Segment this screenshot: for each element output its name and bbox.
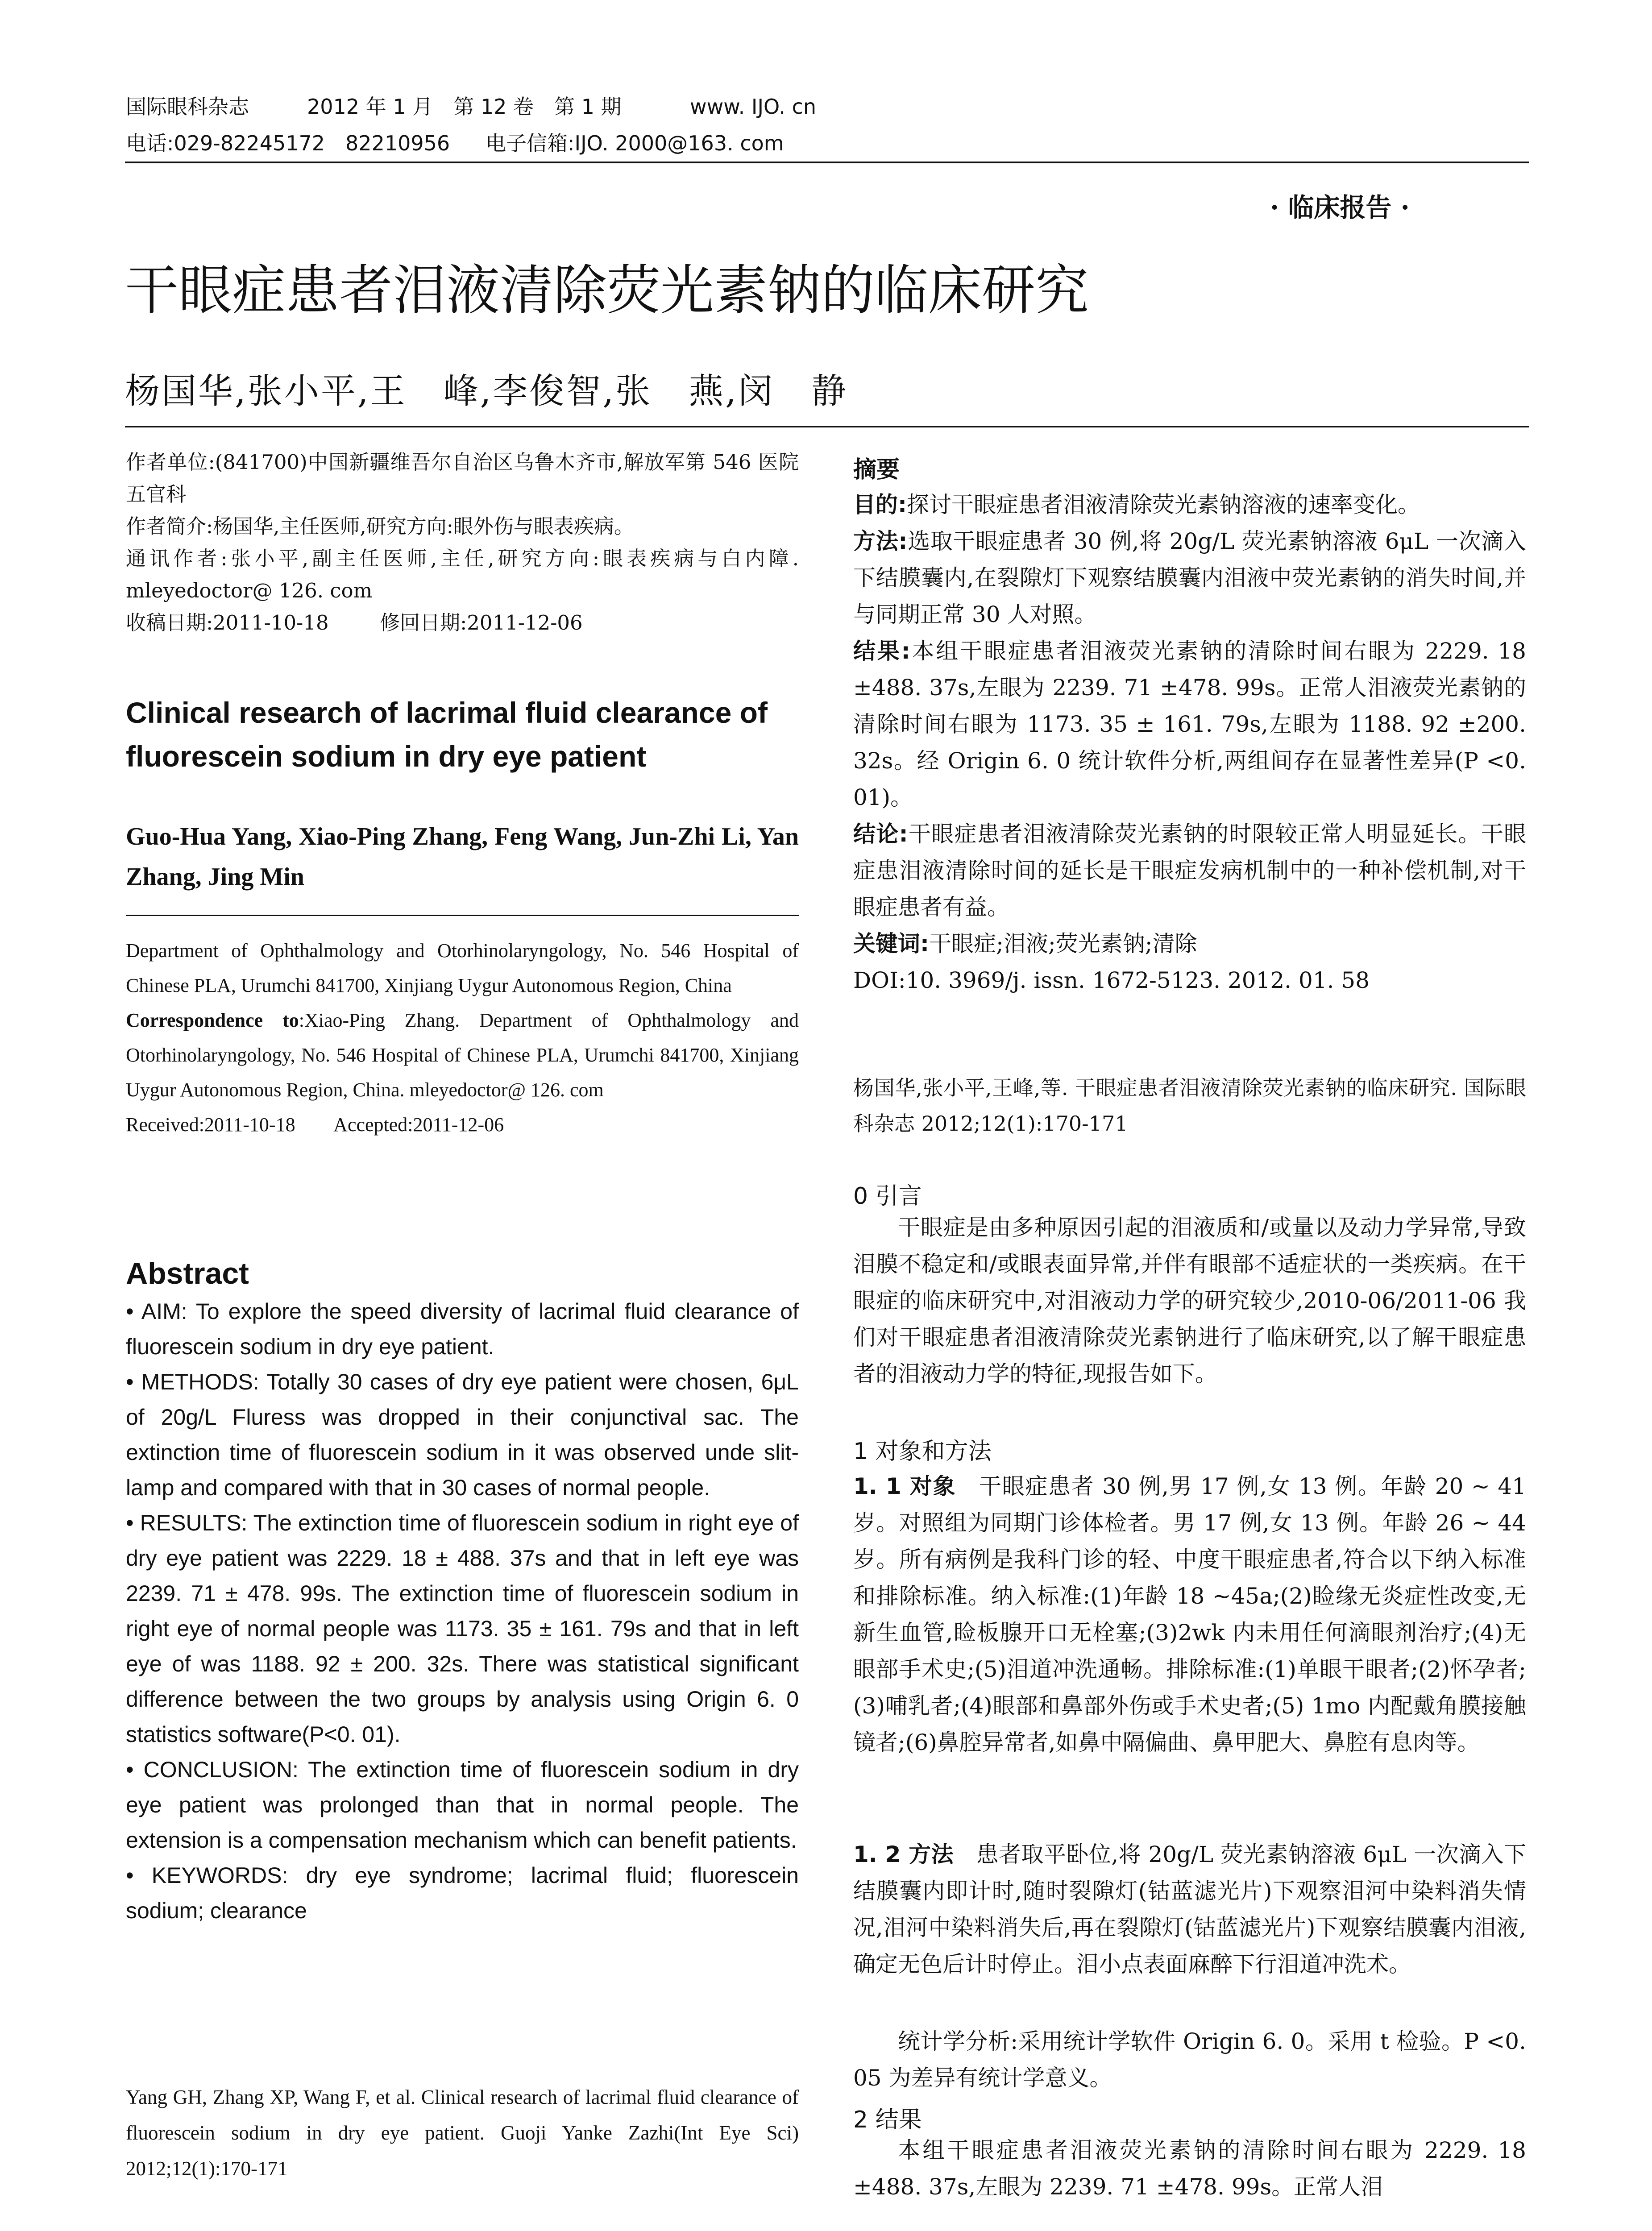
abstract-methods-cn — [853, 523, 1526, 633]
section-1-1 — [853, 1468, 1526, 1761]
received-date-en: Received:2011-10-18 — [126, 1114, 295, 1136]
journal-name: 国际眼科杂志 — [126, 95, 249, 119]
author-unit: 作者单位:(841700)中国新疆维吾尔自治区乌鲁木齐市,解放军第 546 医院五官科 — [126, 450, 799, 506]
abstract-methods-en: • METHODS: Totally 30 cases of dry eye patient were chosen, 6μL of 20g/L Fluress was dropped in their conjunctival sac. The extinction time of fluorescein sodium in it was observed unde slit-lamp and compared with that in 30 cases of normal people. — [126, 1369, 799, 1500]
section-1-2-text: 患者取平卧位,将 20g/L 荧光素钠溶液 6μL 一次滴入下结膜囊内即计时,随时裂隙灯(钴蓝滤光片)下观察泪河中染料消失情况,泪河中染料消失后,再在裂隙灯(钴蓝滤光片)下观察结膜囊内泪液,确定无色后计时停止。泪小点表面麻醉下行泪道冲洗术。 — [853, 1841, 1527, 1977]
affiliation-en: Department of Ophthalmology and Otorhinolaryngology, No. 546 Hospital of Chinese PLA, Urumchi 841700, Xinjiang Uygur Autonomous Region, China — [126, 940, 799, 996]
dates-cn — [126, 607, 799, 639]
results-label-cn: 结果: — [853, 638, 910, 664]
section-label: · 临床报告 · — [1270, 192, 1410, 223]
dates-en — [126, 1107, 799, 1142]
received-date-cn: 收稿日期:2011-10-18 — [126, 611, 329, 634]
doi[interactable]: DOI:10. 3969/j. issn. 1672-5123. 2012. 01. 58 — [853, 967, 1370, 993]
accepted-date-en: Accepted:2011-12-06 — [333, 1114, 504, 1136]
methods-heading: 1 对象和方法 — [853, 1438, 992, 1465]
conclusion-label-cn: 结论: — [853, 821, 908, 847]
abstract-aim-en: • AIM: To explore the speed diversity of lacrimal fluid clearance of fluorescein sodium in dry eye patient. — [126, 1299, 799, 1359]
aim-label-cn: 目的: — [853, 492, 907, 518]
correspondence-label: Correspondence to — [126, 1009, 299, 1031]
aim-text-cn: 探讨干眼症患者泪液清除荧光素钠溶液的速率变化。 — [907, 492, 1420, 518]
author-info — [126, 446, 799, 639]
correspondence-en — [126, 1003, 799, 1107]
corresponding-author: 通讯作者:张小平,副主任医师,主任,研究方向:眼表疾病与白内障. mleyedoctor@ 126. com — [126, 547, 799, 602]
section-1-2 — [853, 1836, 1526, 1982]
paper-title-cn: 干眼症患者泪液清除荧光素钠的临床研究 — [125, 260, 1089, 322]
abstract-heading-cn: 摘要 — [853, 456, 900, 483]
abstract-conclusion-cn — [853, 816, 1526, 925]
abstract-cn — [853, 486, 1526, 999]
abstract-results-cn — [853, 633, 1526, 816]
section-1-1-label: 1. 1 对象 — [853, 1473, 956, 1499]
section-1-1-text: 干眼症患者 30 例,男 17 例,女 13 例。年龄 20 ~ 41 岁。对照组为同期门诊体检者。男 17 例,女 13 例。年龄 26 ~ 44 岁。所有病例是我科门诊的轻、中度干眼症患者,符合以下纳入标准和排除标准。纳入标准:(1)年龄 18 ~45a;(2)睑缘无炎症性改变,无新生血管,睑板腺开口无栓塞;(3)2wk 内未用任何滴眼剂治疗;(4)无眼部手术史;(5)泪道冲洗通畅。排除标准:(1)单眼干眼者;(2)怀孕者;(3)哺乳者;(4)眼部和鼻部外伤或手术史者;(5) 1mo 内配戴角膜接触镜者;(6)鼻腔异常者,如鼻中隔偏曲、鼻甲肥大、鼻腔有息肉等。 — [853, 1473, 1527, 1755]
intro-paragraph: 干眼症是由多种原因引起的泪液质和/或量以及动力学异常,导致泪膜不稳定和/或眼表面异常,并伴有眼部不适症状的一类疾病。在干眼症的临床研究中,对泪液动力学的研究较少,2010-06/2011-06 我们对干眼症患者泪液清除荧光素钠进行了临床研究,以了解干眼症患者的泪液动力学的特征,现报告如下。 — [853, 1215, 1526, 1387]
affiliation-block — [126, 933, 799, 1142]
affiliation-rule — [126, 915, 799, 916]
header-rule — [125, 162, 1529, 163]
abstract-conclusion-en: • CONCLUSION: The extinction time of fluorescein sodium in dry eye patient was prolonged than that in normal people. The extension is a compensation mechanism which can benefit patients. — [126, 1757, 799, 1853]
results-paragraph: 本组干眼症患者泪液荧光素钠的清除时间右眼为 2229. 18 ±488. 37s,左眼为 2239. 71 ±478. 99s。正常人泪 — [853, 2137, 1526, 2200]
methods-text-cn: 选取干眼症患者 30 例,将 20g/L 荧光素钠溶液 6μL 一次滴入下结膜囊内,在裂隙灯下观察结膜囊内泪液中荧光素钠的消失时间,并与同期正常 30 人对照。 — [853, 528, 1526, 627]
section-1-2-label: 1. 2 方法 — [853, 1841, 954, 1867]
results-heading: 2 结果 — [853, 2107, 922, 2133]
citation-en: Yang GH, Zhang XP, Wang F, et al. Clinical research of lacrimal fluid clearance of fluorescein sodium in dry eye patient. Guoji Yanke Zazhi(Int Eye Sci) 2012;12(1):170-171 — [126, 2086, 799, 2180]
citation-cn: 杨国华,张小平,王峰,等. 干眼症患者泪液清除荧光素钠的临床研究. 国际眼科杂志 2012;12(1):170-171 — [853, 1076, 1526, 1136]
abstract-results-en: • RESULTS: The extinction time of fluorescein sodium in right eye of dry eye patient was 2229. 18 ± 488. 37s and that in left eye was 2239. 71 ± 478. 99s. The extinction time of fluorescein sodium in right eye of normal people was 1173. 35 ± 161. 79s and that in left eye of was 1188. 92 ± 200. 32s. There was statistical significant difference between the two groups by analysis using Origin 6. 0 statistics software(P<0. 01). — [126, 1510, 799, 1747]
statistics-paragraph: 统计学分析:采用统计学软件 Origin 6. 0。采用 t 检验。P <0. 05 为差异有统计学意义。 — [853, 2028, 1526, 2091]
abstract-keywords-cn — [853, 925, 1526, 962]
abstract-en — [126, 1294, 799, 1928]
journal-email[interactable]: 电子信箱:IJO. 2000@163. com — [486, 131, 784, 155]
results-text-cn: 本组干眼症患者泪液荧光素钠的清除时间右眼为 2229. 18 ±488. 37s,左眼为 2239. 71 ±478. 99s。正常人泪液荧光素钠的清除时间右眼为 1173. 35 ± 161. 79s,左眼为 1188. 92 ±200. 32s。经 Origin 6. 0 统计软件分析,两组间存在显著性差异(P <0. 01)。 — [853, 638, 1526, 810]
author-intro: 作者简介:杨国华,主任医师,研究方向:眼外伤与眼表疾病。 — [126, 514, 634, 538]
abstract-aim-cn — [853, 486, 1526, 523]
keywords-text-cn: 干眼症;泪液;荧光素钠;清除 — [929, 931, 1197, 957]
journal-website[interactable]: www. IJO. cn — [690, 95, 817, 119]
journal-phone: 电话:029-82245172 82210956 — [126, 131, 450, 155]
revised-date-cn: 修回日期:2011-12-06 — [380, 611, 583, 634]
intro-heading: 0 引言 — [853, 1183, 922, 1210]
authors-cn: 杨国华,张小平,王 峰,李俊智,张 燕,闵 静 — [125, 371, 848, 411]
title-rule — [125, 426, 1529, 427]
paper-title-en: Clinical research of lacrimal fluid clearance of fluorescein sodium in dry eye patient — [126, 696, 768, 773]
abstract-heading-en: Abstract — [126, 1256, 249, 1290]
issue-info: 2012 年 1 月 第 12 卷 第 1 期 — [307, 95, 622, 119]
authors-en: Guo-Hua Yang, Xiao-Ping Zhang, Feng Wang, Jun-Zhi Li, Yan Zhang, Jing Min — [126, 823, 799, 891]
methods-label-cn: 方法: — [853, 528, 908, 554]
keywords-label-cn: 关键词: — [853, 931, 929, 957]
conclusion-text-cn: 干眼症患者泪液清除荧光素钠的时限较正常人明显延长。干眼症患泪液清除时间的延长是干眼症发病机制中的一种补偿机制,对干眼症患者有益。 — [853, 821, 1527, 920]
correspondence-text: :Xiao-Ping Zhang. Department of Ophthalmology and Otorhinolaryngology, No. 546 Hospital of Chinese PLA, Urumchi 841700, Xinjiang Uygur Autonomous Region, China. mleyedoctor@ 126. com — [126, 1009, 799, 1101]
abstract-keywords-en: • KEYWORDS: dry eye syndrome; lacrimal fluid; fluorescein sodium; clearance — [126, 1863, 799, 1923]
